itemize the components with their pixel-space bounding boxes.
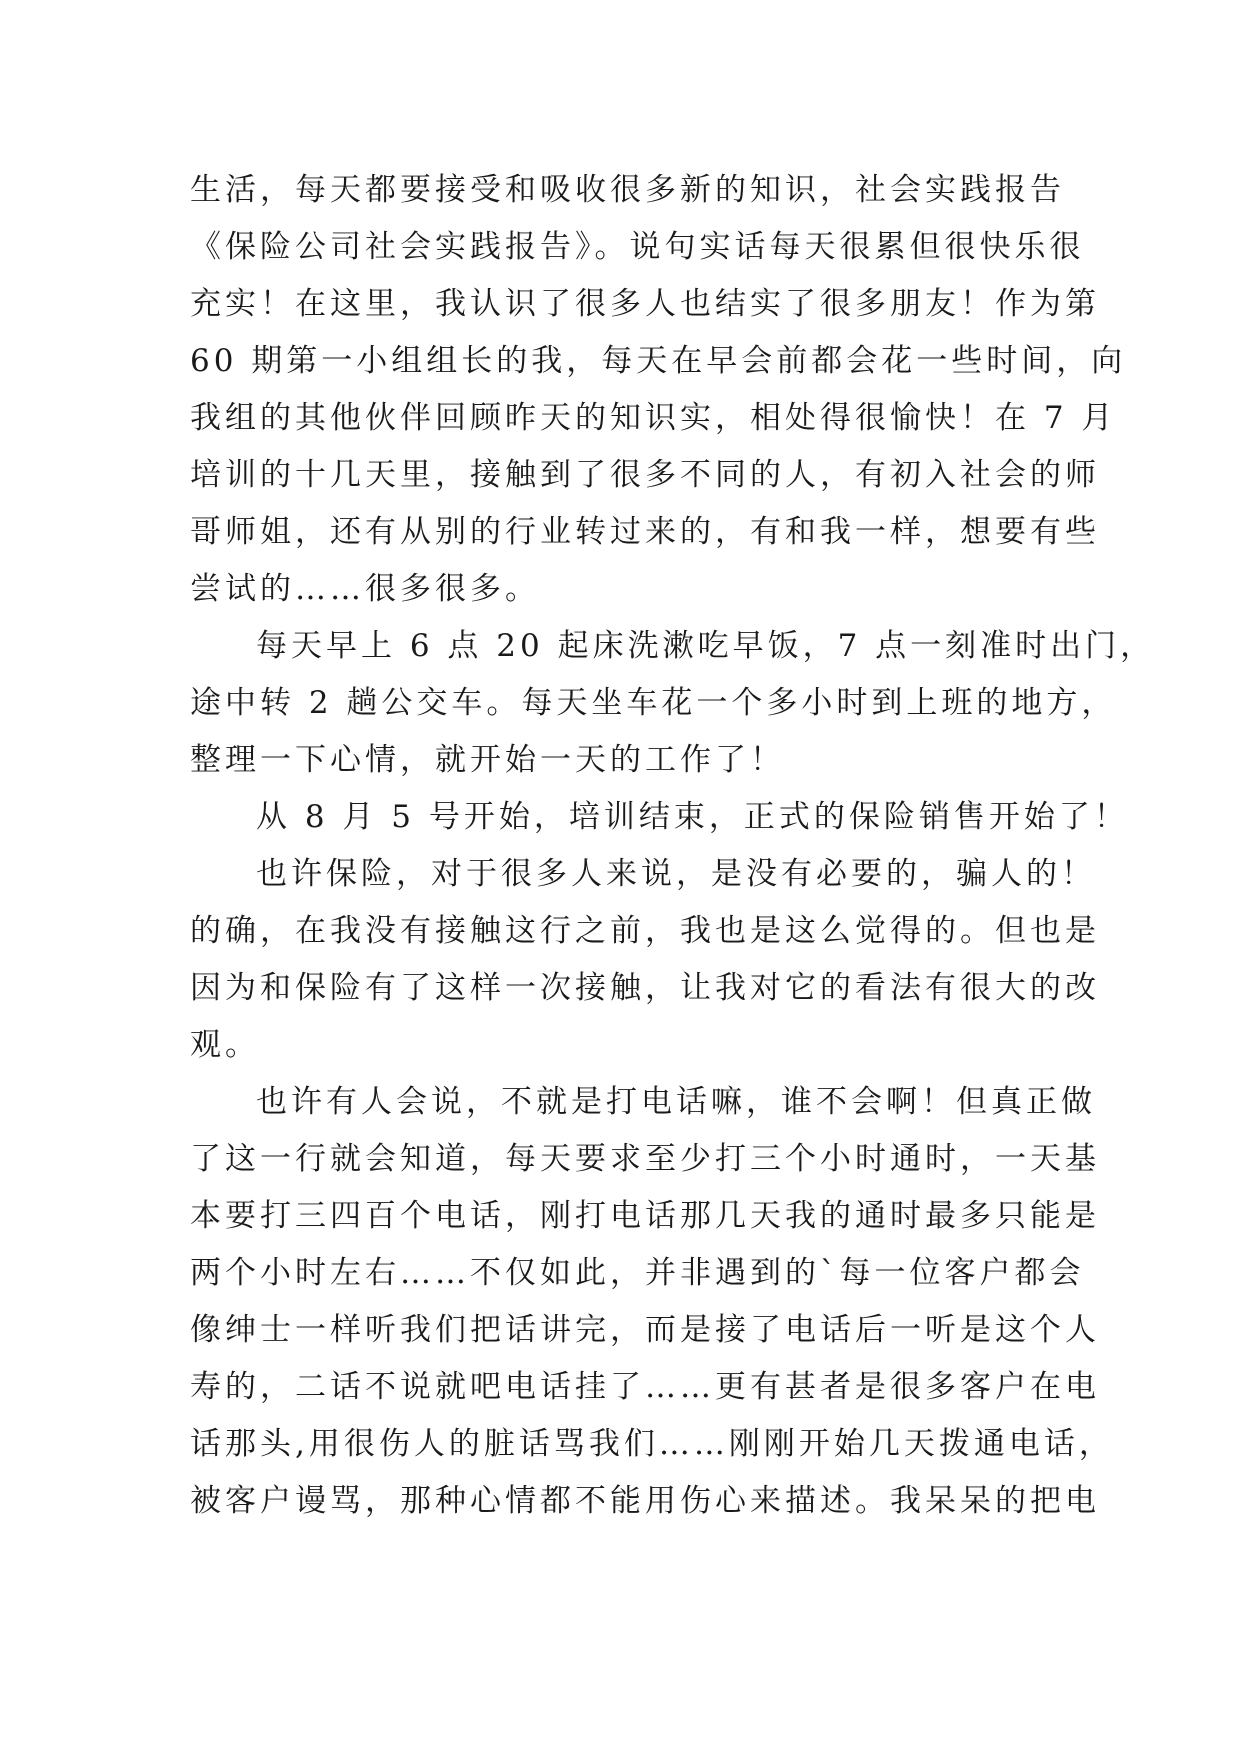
text-line: 充实！在这里，我认识了很多人也结实了很多朋友！作为第 bbox=[190, 286, 1100, 322]
text-line-indented: 也许有人会说，不就是打电话嘛，谁不会啊！但真正做 bbox=[256, 1084, 1096, 1120]
text-line: 本要打三四百个电话，刚打电话那几天我的通时最多只能是 bbox=[190, 1198, 1100, 1234]
text-line: 的确，在我没有接触这行之前，我也是这么觉得的。但也是 bbox=[190, 913, 1100, 949]
text-line: 观。 bbox=[190, 1027, 260, 1063]
text-line-indented: 也许保险，对于很多人来说，是没有必要的，骗人的！ bbox=[256, 856, 1096, 892]
text-line: 因为和保险有了这样一次接触，让我对它的看法有很大的改 bbox=[190, 970, 1100, 1006]
text-line-indented: 从 8 月 5 号开始，培训结束，正式的保险销售开始了！ bbox=[256, 799, 1129, 835]
text-line: 两个小时左右……不仅如此，并非遇到的`每一位客户都会 bbox=[190, 1255, 1085, 1291]
text-line-indented: 每天早上 6 点 20 起床洗漱吃早饭，7 点一刻准时出门， bbox=[256, 628, 1156, 664]
text-line: 了这一行就会知道，每天要求至少打三个小时通时，一天基 bbox=[190, 1141, 1100, 1177]
text-line: 我组的其他伙伴回顾昨天的知识实，相处得很愉快！在 7 月 bbox=[190, 400, 1117, 436]
text-line: 途中转 2 趟公交车。每天坐车花一个多小时到上班的地方， bbox=[190, 685, 1117, 721]
text-line: 尝试的……很多很多。 bbox=[190, 571, 540, 607]
body-text bbox=[190, 162, 1156, 1530]
text-line: 培训的十几天里，接触到了很多不同的人，有初入社会的师 bbox=[190, 457, 1100, 493]
text-line: 60 期第一小组组长的我，每天在早会前都会花一些时间，向 bbox=[190, 343, 1127, 379]
text-line: 寿的，二话不说就吧电话挂了……更有甚者是很多客户在电 bbox=[190, 1369, 1100, 1405]
text-line: 《保险公司社会实践报告》。说句实话每天很累但很快乐很 bbox=[190, 229, 1085, 265]
text-line: 像绅士一样听我们把话讲完，而是接了电话后一听是这个人 bbox=[190, 1312, 1100, 1348]
text-line: 话那头,用很伤人的脏话骂我们……刚刚开始几天拨通电话， bbox=[190, 1426, 1114, 1462]
text-line: 被客户谩骂，那种心情都不能用伤心来描述。我呆呆的把电 bbox=[190, 1483, 1100, 1519]
text-line: 整理一下心情，就开始一天的工作了！ bbox=[190, 742, 785, 778]
text-line: 生活，每天都要接受和吸收很多新的知识，社会实践报告 bbox=[190, 172, 1065, 208]
text-line: 哥师姐，还有从别的行业转过来的，有和我一样，想要有些 bbox=[190, 514, 1100, 550]
